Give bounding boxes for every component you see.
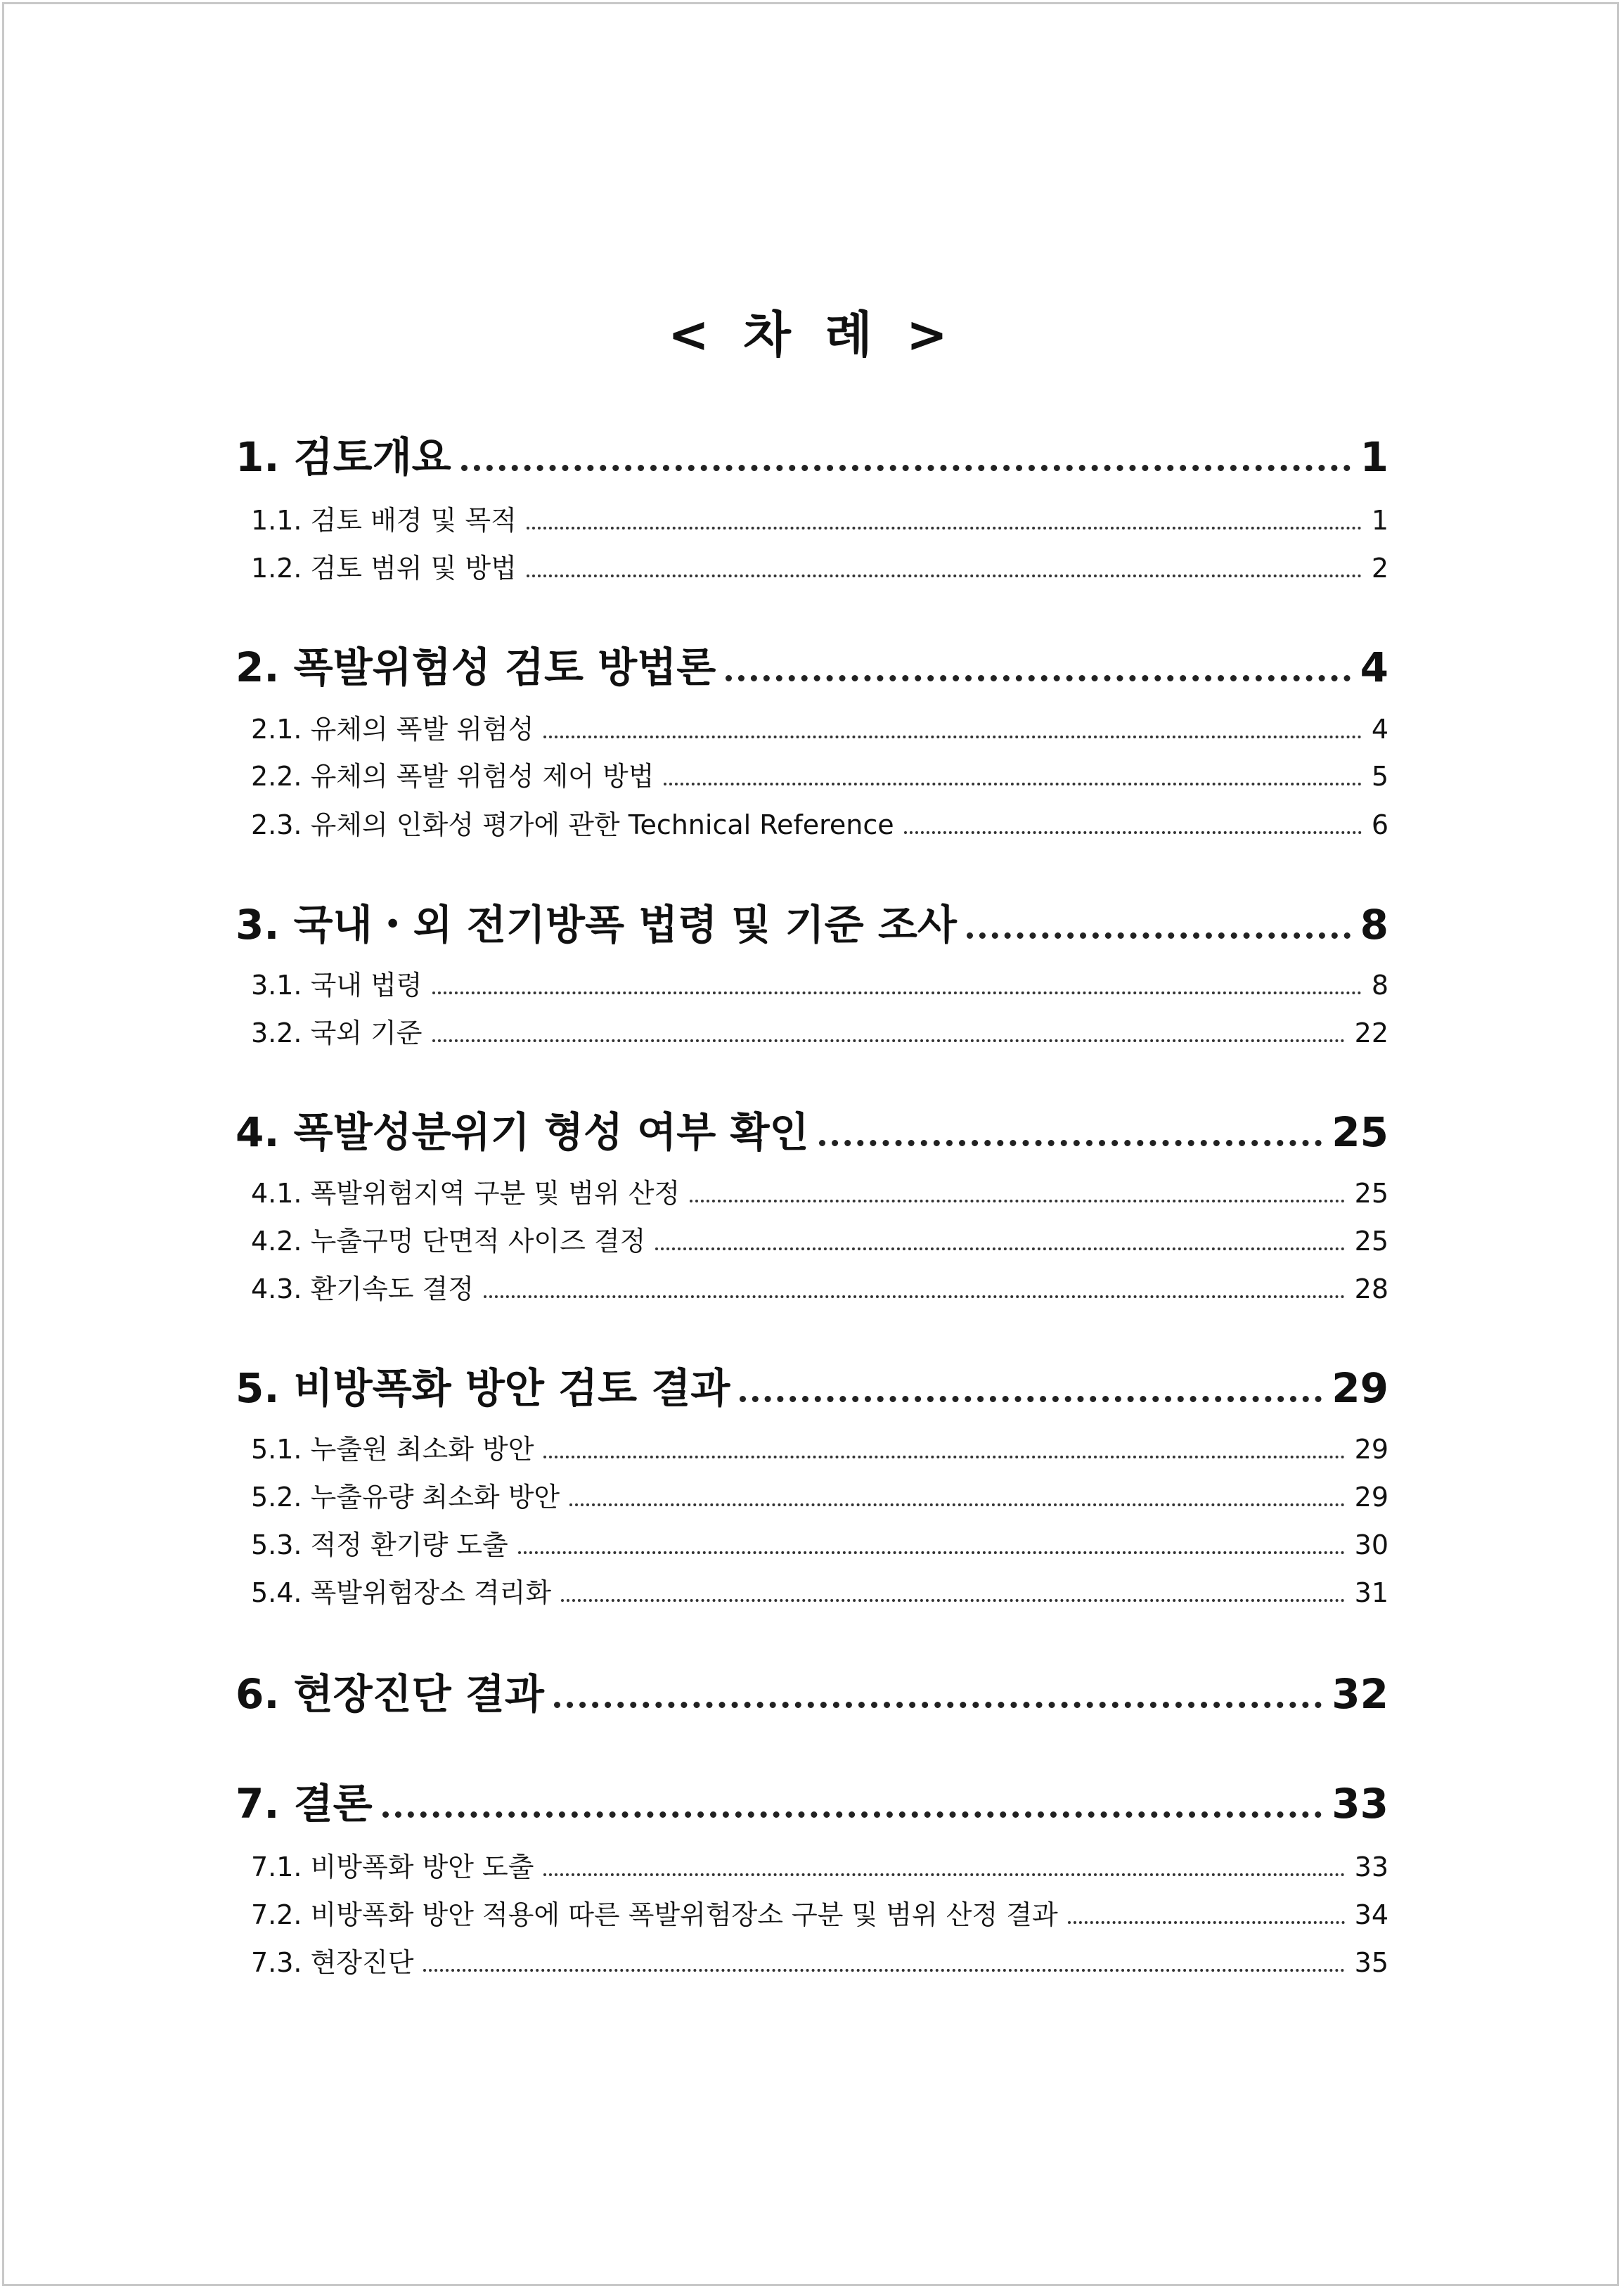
toc-section-7-1[interactable]	[236, 1845, 1388, 1884]
toc-section-7-2[interactable]	[236, 1893, 1388, 1932]
toc-section-3-1[interactable]	[236, 963, 1388, 1002]
toc-section-2-2[interactable]	[236, 755, 1388, 793]
toc-section-4-2[interactable]	[236, 1219, 1388, 1258]
dot-leader	[461, 463, 1351, 471]
section-label: 5.3. 적정 환기량 도출	[251, 1529, 508, 1560]
chapter-label: 3. 국내・외 전기방폭 법령 및 기준 조사	[236, 901, 957, 949]
toc-section-7-3[interactable]	[236, 1941, 1388, 1979]
dot-leader	[432, 1038, 1345, 1042]
dot-leader	[543, 1454, 1344, 1458]
toc-chapter-6[interactable]	[236, 1661, 1388, 1720]
section-label: 2.1. 유체의 폭발 위험성	[251, 714, 534, 745]
page-number: 28	[1354, 1273, 1388, 1304]
chapter-label: 4. 폭발성분위기 형성 여부 확인	[236, 1108, 809, 1156]
section-label: 3.1. 국내 법령	[251, 970, 423, 1001]
toc-section-5-1[interactable]	[236, 1427, 1388, 1466]
toc-chapter-7[interactable]	[236, 1771, 1388, 1830]
page-number: 5	[1371, 761, 1388, 792]
page-number: 29	[1332, 1364, 1388, 1412]
page-number: 22	[1354, 1018, 1388, 1048]
page-number: 25	[1354, 1226, 1388, 1257]
toc-section-1-1[interactable]	[236, 499, 1388, 537]
chapter-label: 6. 현장진단 결과	[236, 1670, 544, 1718]
dot-leader	[726, 674, 1350, 681]
dot-leader	[690, 1198, 1345, 1202]
toc-chapter-1[interactable]	[236, 424, 1388, 483]
dot-leader	[382, 1810, 1322, 1818]
section-label: 4.3. 환기속도 결정	[251, 1273, 474, 1304]
section-label: 7.2. 비방폭화 방안 적용에 따른 폭발위험장소 구분 및 범위 산정 결과	[251, 1899, 1058, 1930]
page-number: 1	[1360, 433, 1388, 481]
page-number: 8	[1360, 901, 1388, 949]
page-number: 4	[1371, 714, 1388, 745]
section-label: 4.1. 폭발위험지역 구분 및 범위 산정	[251, 1178, 681, 1209]
page-number: 33	[1354, 1852, 1388, 1882]
toc-section-1-2[interactable]	[236, 546, 1388, 585]
section-label: 3.2. 국외 기준	[251, 1018, 423, 1048]
chapter-label: 2. 폭발위험성 검토 방법론	[236, 643, 716, 691]
section-label: 7.1. 비방폭화 방안 도출	[251, 1852, 534, 1882]
toc-section-2-3[interactable]	[236, 803, 1388, 842]
toc-section-5-4[interactable]	[236, 1571, 1388, 1610]
dot-leader	[967, 931, 1351, 939]
section-label: 1.1. 검토 배경 및 목적	[251, 505, 517, 536]
page-number: 4	[1360, 643, 1388, 691]
dot-leader	[423, 1968, 1344, 1972]
page-number: 32	[1332, 1670, 1388, 1718]
section-label: 7.3. 현장진단	[251, 1947, 414, 1978]
dot-leader	[543, 734, 1361, 738]
page-number: 1	[1371, 505, 1388, 536]
toc-section-3-2[interactable]	[236, 1011, 1388, 1050]
page-number: 6	[1371, 809, 1388, 840]
toc-section-5-3[interactable]	[236, 1523, 1388, 1562]
dot-leader	[1068, 1920, 1345, 1924]
toc-section-4-3[interactable]	[236, 1267, 1388, 1306]
dot-leader	[655, 1246, 1344, 1250]
chapter-label: 7. 결론	[236, 1780, 373, 1828]
page-number: 30	[1354, 1529, 1388, 1560]
page-number: 35	[1354, 1947, 1388, 1978]
table-of-contents	[236, 0, 1388, 2291]
section-label: 2.2. 유체의 폭발 위험성 제어 방법	[251, 761, 655, 792]
toc-title: < 차 례 >	[668, 306, 956, 364]
dot-leader	[664, 781, 1361, 785]
section-label: 5.2. 누출유량 최소화 방안	[251, 1482, 560, 1513]
dot-leader	[518, 1550, 1345, 1554]
page-number: 8	[1371, 970, 1388, 1001]
toc-chapter-2[interactable]	[236, 634, 1388, 693]
section-label: 5.1. 누출원 최소화 방안	[251, 1434, 534, 1465]
toc-section-2-1[interactable]	[236, 707, 1388, 746]
page-number: 34	[1354, 1899, 1388, 1930]
toc-section-5-2[interactable]	[236, 1475, 1388, 1514]
dot-leader	[740, 1394, 1322, 1402]
toc-chapter-3[interactable]	[236, 892, 1388, 951]
section-label: 4.2. 누출구멍 단면적 사이즈 결정	[251, 1226, 646, 1257]
page-number: 2	[1371, 553, 1388, 584]
dot-leader	[569, 1502, 1345, 1506]
page-number: 31	[1354, 1577, 1388, 1608]
dot-leader	[527, 573, 1362, 577]
page-number: 25	[1332, 1108, 1388, 1156]
chapter-label: 5. 비방폭화 방안 검토 결과	[236, 1364, 730, 1412]
toc-chapter-5[interactable]	[236, 1355, 1388, 1414]
section-label: 1.2. 검토 범위 및 방법	[251, 553, 517, 584]
dot-leader	[554, 1700, 1322, 1708]
page-number: 33	[1332, 1780, 1388, 1828]
page-number: 29	[1354, 1434, 1388, 1465]
toc-section-4-1[interactable]	[236, 1172, 1388, 1210]
toc-chapter-4[interactable]	[236, 1099, 1388, 1158]
page-number: 25	[1354, 1178, 1388, 1209]
dot-leader	[432, 990, 1362, 994]
chapter-label: 1. 검토개요	[236, 433, 451, 481]
section-label: 2.3. 유체의 인화성 평가에 관한 Technical Reference	[251, 809, 894, 840]
dot-leader	[543, 1872, 1344, 1876]
dot-leader	[484, 1294, 1345, 1298]
page-number: 29	[1354, 1482, 1388, 1513]
dot-leader	[527, 525, 1362, 530]
section-label: 5.4. 폭발위험장소 격리화	[251, 1577, 552, 1608]
dot-leader	[904, 830, 1362, 834]
dot-leader	[561, 1598, 1345, 1602]
dot-leader	[819, 1138, 1322, 1146]
